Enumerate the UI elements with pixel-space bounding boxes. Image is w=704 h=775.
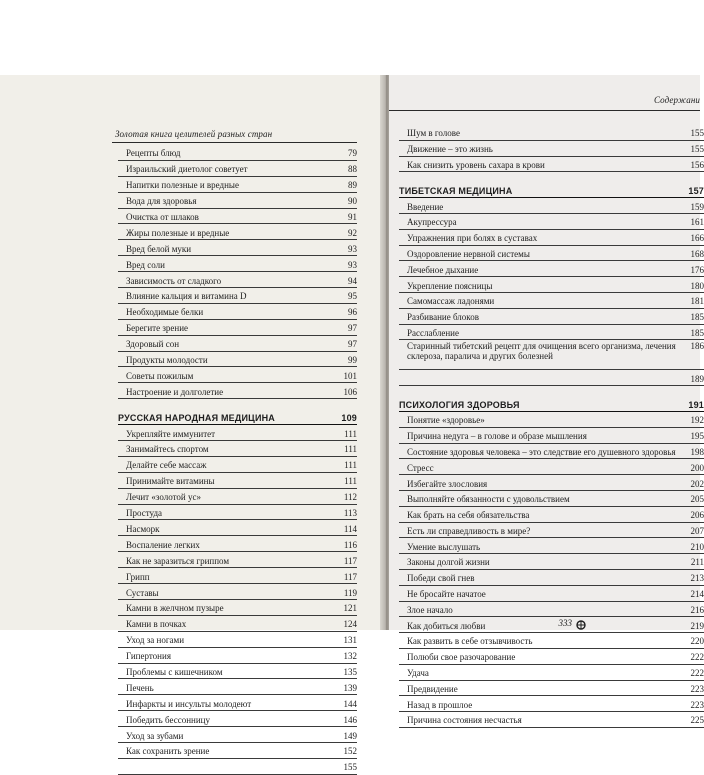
entry-title: Жиры полезные и вредные	[118, 229, 344, 238]
entry-page-number: 225	[687, 716, 704, 725]
toc-entry	[399, 633, 704, 649]
entry-title: Принимайте витамины	[118, 477, 340, 486]
toc-entry	[118, 727, 357, 743]
entry-title: Злое начало	[399, 606, 687, 615]
entry-page-number: 93	[344, 245, 357, 254]
toc-entry	[399, 523, 704, 539]
toc-entry	[118, 679, 357, 695]
section-heading	[399, 396, 704, 412]
toc-entry	[399, 602, 704, 618]
entry-page-number: 214	[687, 590, 704, 599]
entry-page-number: 99	[344, 356, 357, 365]
entry-title: Как развить в себе отзывчивость	[399, 637, 687, 646]
entry-page-number: 202	[687, 480, 704, 489]
entry-title: Разбивание блоков	[399, 313, 687, 322]
ornament-icon	[574, 620, 588, 630]
entry-title: Введение	[399, 203, 687, 212]
entry-page-number: 222	[687, 653, 704, 662]
toc-entry	[118, 161, 357, 177]
entry-page-number: 192	[687, 416, 704, 425]
entry-title: Израильский диетолог советует	[118, 165, 344, 174]
entry-title: Как брать на себя обязательства	[399, 511, 687, 520]
entry-title: Грипп	[118, 573, 340, 582]
toc-entry	[399, 141, 704, 157]
entry-title: Рецепты блюд	[118, 149, 344, 158]
toc-entry	[118, 457, 357, 473]
entry-page-number: 101	[340, 372, 358, 381]
entry-page-number: 89	[344, 181, 357, 190]
toc-entry	[399, 444, 704, 460]
toc-entry	[399, 665, 704, 681]
entry-title: Камни в желчном пузыре	[118, 604, 340, 613]
entry-page-number: 109	[337, 414, 357, 423]
entry-title: Причина недуга – в голове и образе мышления	[399, 432, 687, 441]
entry-title: Простуда	[118, 509, 340, 518]
toc-entry	[118, 584, 357, 600]
entry-page-number: 200	[687, 464, 704, 473]
toc-entry	[118, 288, 357, 304]
entry-page-number: 90	[344, 197, 357, 206]
entry-page-number: 207	[687, 527, 704, 536]
header-rule	[389, 110, 700, 111]
toc-entry	[118, 759, 357, 775]
entry-page-number: 223	[687, 685, 704, 694]
toc-entry	[118, 473, 357, 489]
entry-title: Камни в почках	[118, 620, 340, 629]
entry-page-number: 119	[340, 589, 357, 598]
toc-entry	[118, 209, 357, 225]
entry-title: Причина состояния несчастья	[399, 716, 687, 725]
entry-title: Уход за ногами	[118, 636, 340, 645]
entry-page-number: 180	[687, 282, 704, 291]
toc-entry	[118, 383, 357, 399]
entry-title: Лечит «золотой ус»	[118, 493, 340, 502]
entry-page-number: 96	[344, 308, 357, 317]
toc-entry	[118, 320, 357, 336]
entry-title: Как сохранить зрение	[118, 747, 340, 756]
entry-page-number: 124	[340, 620, 358, 629]
toc-entry	[399, 649, 704, 665]
toc-entry	[118, 272, 357, 288]
entry-page-number: 159	[687, 203, 704, 212]
toc-entry	[118, 520, 357, 536]
toc-entry	[399, 538, 704, 554]
entry-title: Победить бессонницу	[118, 716, 340, 725]
entry-title: Как добиться любви	[399, 622, 687, 631]
toc-entry	[399, 554, 704, 570]
running-head-left: Золотая книга целителей разных стран	[115, 129, 272, 139]
toc-entry	[399, 475, 704, 491]
toc-entry	[118, 632, 357, 648]
entry-title: Насморк	[118, 525, 340, 534]
toc-entry	[399, 507, 704, 523]
toc-entry	[118, 256, 357, 272]
entry-title: Продукты молодости	[118, 356, 344, 365]
entry-page-number: 155	[687, 145, 704, 154]
entry-title: РУССКАЯ НАРОДНАЯ МЕДИЦИНА	[118, 414, 337, 423]
toc-entry	[118, 600, 357, 616]
entry-page-number: 106	[340, 388, 358, 397]
entry-page-number: 155	[340, 763, 358, 772]
entry-title: Стресс	[399, 464, 687, 473]
entry-title: Очистка от шлаков	[118, 213, 344, 222]
entry-title: Как не заразиться гриппом	[118, 557, 340, 566]
entry-title: Полюби свое разочарование	[399, 653, 687, 662]
entry-page-number: 185	[687, 329, 704, 338]
entry-title: Проблемы с кишечником	[118, 668, 340, 677]
toc-entry	[399, 277, 704, 293]
entry-title: Советы пожилым	[118, 372, 340, 381]
entry-title: Воспаление легких	[118, 541, 340, 550]
entry-page-number: 166	[687, 234, 704, 243]
toc-entry	[118, 336, 357, 352]
toc-entry	[118, 224, 357, 240]
toc-entry	[118, 568, 357, 584]
entry-title: Оздоровление нервной системы	[399, 250, 687, 259]
entry-title: Победи свой гнев	[399, 574, 687, 583]
entry-title: Гипертония	[118, 652, 340, 661]
entry-page-number: 146	[340, 716, 358, 725]
entry-page-number: 116	[340, 541, 357, 550]
entry-page-number: 112	[340, 493, 357, 502]
entry-page-number: 95	[344, 292, 357, 301]
entry-title: Напитки полезные и вредные	[118, 181, 344, 190]
entry-page-number: 210	[687, 543, 704, 552]
entry-page-number: 191	[684, 401, 704, 410]
toc-entry	[399, 681, 704, 697]
entry-title: Берегите зрение	[118, 324, 344, 333]
toc-entry	[399, 459, 704, 475]
entry-title: Влияние кальция и витамина D	[118, 292, 344, 301]
entry-title: Печень	[118, 684, 340, 693]
entry-title: Состояние здоровья человека – это следствие его душевного здоровья	[399, 448, 687, 457]
toc-entry	[399, 586, 704, 602]
entry-title: Упражнения при болях в суставах	[399, 234, 687, 243]
left-page	[0, 75, 383, 630]
toc-entry	[399, 198, 704, 214]
entry-page-number: 132	[340, 652, 358, 661]
toc-entry	[118, 145, 357, 161]
toc-entry	[118, 616, 357, 632]
entry-title: Расслабление	[399, 329, 687, 338]
entry-page-number: 131	[340, 636, 358, 645]
entry-page-number: 211	[687, 558, 704, 567]
toc-entry	[118, 711, 357, 727]
page-number: 333	[559, 618, 573, 628]
right-page	[389, 75, 700, 630]
toc-entry	[118, 441, 357, 457]
toc-entry	[118, 505, 357, 521]
entry-page-number: 206	[687, 511, 704, 520]
entry-page-number: 111	[340, 477, 357, 486]
section-heading	[399, 182, 704, 198]
section-heading	[118, 409, 357, 425]
toc-entry	[118, 352, 357, 368]
toc-entry	[399, 325, 704, 341]
entry-title: Умение выслушать	[399, 543, 687, 552]
toc-entry	[118, 304, 357, 320]
entry-page-number: 149	[340, 732, 358, 741]
entry-page-number: 186	[687, 342, 704, 351]
entry-page-number: 198	[687, 448, 704, 457]
toc-entry	[118, 648, 357, 664]
toc-entry	[399, 370, 704, 386]
entry-title: Законы долгой жизни	[399, 558, 687, 567]
toc-entry	[118, 664, 357, 680]
entry-title: Укрепление поясницы	[399, 282, 687, 291]
toc-entry	[118, 367, 357, 383]
entry-title: Лечебное дыхание	[399, 266, 687, 275]
toc-entry	[399, 428, 704, 444]
toc-entry	[118, 536, 357, 552]
entry-page-number: 223	[687, 701, 704, 710]
entry-page-number: 92	[344, 229, 357, 238]
running-head-right: Содержани	[654, 95, 700, 105]
entry-page-number: 91	[344, 213, 357, 222]
toc-entry	[399, 157, 704, 173]
entry-page-number: 117	[340, 557, 357, 566]
entry-page-number: 222	[687, 669, 704, 678]
entry-title: Делайте себе массаж	[118, 461, 340, 470]
toc-entry	[118, 489, 357, 505]
entry-title: Уход за зубами	[118, 732, 340, 741]
entry-page-number: 111	[340, 445, 357, 454]
toc-entry	[399, 214, 704, 230]
entry-title: Шум в голове	[399, 129, 687, 138]
entry-title: Вода для здоровья	[118, 197, 344, 206]
entry-page-number: 121	[340, 604, 358, 613]
entry-title: Настроение и долголетие	[118, 388, 340, 397]
table-of-contents-right	[399, 125, 704, 728]
entry-page-number: 189	[687, 375, 704, 384]
entry-title: ТИБЕТСКАЯ МЕДИЦИНА	[399, 187, 684, 196]
entry-page-number: 97	[344, 340, 357, 349]
entry-page-number: 111	[340, 461, 357, 470]
entry-title: Суставы	[118, 589, 340, 598]
entry-title: Выполняйте обязанности с удовольствием	[399, 495, 687, 504]
entry-page-number: 113	[340, 509, 357, 518]
toc-entry	[399, 617, 704, 633]
entry-title: Удача	[399, 669, 687, 678]
entry-page-number: 161	[687, 218, 704, 227]
entry-page-number: 220	[687, 637, 704, 646]
entry-page-number: 213	[687, 574, 704, 583]
entry-page-number: 219	[687, 622, 704, 631]
entry-page-number: 117	[340, 573, 357, 582]
entry-title: Предвидение	[399, 685, 687, 694]
toc-entry	[399, 246, 704, 262]
entry-page-number: 176	[687, 266, 704, 275]
entry-page-number: 139	[340, 684, 358, 693]
toc-entry	[399, 412, 704, 428]
book-spread	[0, 75, 700, 630]
entry-page-number: 93	[344, 261, 357, 270]
entry-page-number: 216	[687, 606, 704, 615]
toc-entry	[399, 309, 704, 325]
entry-title: Здоровый сон	[118, 340, 344, 349]
entry-page-number: 111	[340, 430, 357, 439]
entry-page-number: 205	[687, 495, 704, 504]
entry-page-number: 181	[687, 297, 704, 306]
entry-page-number: 79	[344, 149, 357, 158]
toc-entry	[118, 695, 357, 711]
entry-title: Как снизить уровень сахара в крови	[399, 161, 687, 170]
entry-title: Зависимость от сладкого	[118, 277, 344, 286]
entry-title: Назад в прошлое	[399, 701, 687, 710]
toc-entry	[118, 193, 357, 209]
entry-title: Самомассаж ладонями	[399, 297, 687, 306]
entry-title: Старинный тибетский рецепт для очищения всего организма, лечения склероза, паралича и других болезней	[399, 342, 687, 361]
entry-title: Занимайтесь спортом	[118, 445, 340, 454]
toc-entry	[399, 125, 704, 141]
toc-entry	[118, 743, 357, 759]
entry-title: Укрепляйте иммунитет	[118, 430, 340, 439]
entry-page-number: 97	[344, 324, 357, 333]
entry-title: Движение – это жизнь	[399, 145, 687, 154]
entry-title: Вред белой муки	[118, 245, 344, 254]
entry-page-number: 114	[340, 525, 357, 534]
toc-entry	[399, 293, 704, 309]
entry-title: Акупрессура	[399, 218, 687, 227]
entry-title: Инфаркты и инсульты молодеют	[118, 700, 340, 709]
toc-entry	[118, 552, 357, 568]
entry-page-number: 168	[687, 250, 704, 259]
entry-title: Вред соли	[118, 261, 344, 270]
entry-title: Необходимые белки	[118, 308, 344, 317]
entry-page-number: 88	[344, 165, 357, 174]
toc-entry	[399, 261, 704, 277]
entry-title: Есть ли справедливость в мире?	[399, 527, 687, 536]
toc-entry	[399, 230, 704, 246]
entry-title: Понятие «здоровье»	[399, 416, 687, 425]
toc-entry	[118, 425, 357, 441]
entry-page-number: 135	[340, 668, 358, 677]
entry-title: Избегайте злословия	[399, 480, 687, 489]
header-rule	[112, 142, 357, 143]
entry-page-number: 152	[340, 747, 358, 756]
entry-page-number: 144	[340, 700, 358, 709]
entry-page-number: 156	[687, 161, 704, 170]
entry-page-number: 195	[687, 432, 704, 441]
entry-page-number: 157	[684, 187, 704, 196]
toc-entry	[399, 491, 704, 507]
toc-entry	[399, 696, 704, 712]
entry-title: Не бросайте начатое	[399, 590, 687, 599]
toc-entry	[399, 712, 704, 728]
toc-entry	[118, 177, 357, 193]
entry-page-number: 94	[344, 277, 357, 286]
entry-title: ПСИХОЛОГИЯ ЗДОРОВЬЯ	[399, 401, 684, 410]
entry-page-number: 155	[687, 129, 704, 138]
entry-page-number: 185	[687, 313, 704, 322]
table-of-contents-left	[118, 145, 357, 775]
toc-entry	[118, 240, 357, 256]
toc-entry	[399, 570, 704, 586]
toc-entry	[399, 340, 704, 370]
